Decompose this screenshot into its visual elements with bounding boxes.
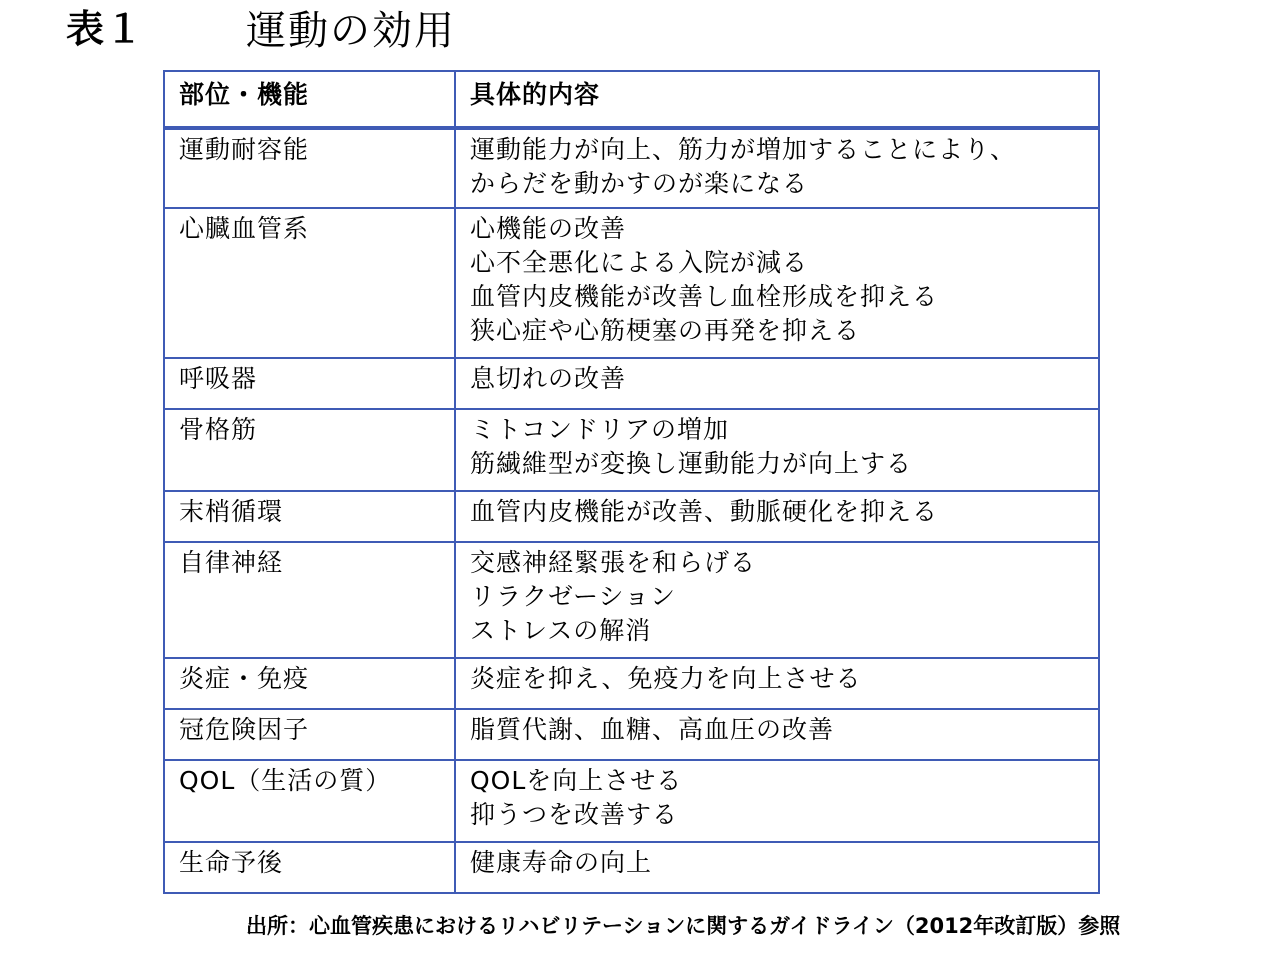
content-line: 健康寿命の向上 (470, 848, 653, 877)
content-line: ミトコンドリアの増加 (470, 415, 730, 444)
row-contents-cell (455, 358, 1099, 409)
content-line: 血管内皮機能が改善し血栓形成を抑える (470, 282, 939, 311)
content-line: リラクゼーション (470, 582, 677, 611)
row-area-cell: 運動耐容能 (164, 128, 455, 208)
row-contents-cell (455, 128, 1099, 208)
row-area-cell: 自律神経 (164, 542, 455, 658)
table-row (164, 409, 1099, 491)
column-header-contents: 具体的内容 (455, 71, 1099, 128)
row-contents-cell (455, 208, 1099, 358)
row-area-cell: 心臓血管系 (164, 208, 455, 358)
row-contents-cell (455, 760, 1099, 842)
content-line: 心不全悪化による入院が減る (470, 248, 809, 277)
table-row (164, 709, 1099, 760)
table-row (164, 658, 1099, 709)
row-area-cell: 冠危険因子 (164, 709, 455, 760)
table-row (164, 491, 1099, 542)
content-line: 抑うつを改善する (470, 800, 679, 829)
content-line: 血管内皮機能が改善、動脈硬化を抑える (470, 497, 939, 526)
row-contents-cell (455, 842, 1099, 893)
content-line: 運動能力が向上、筋力が増加することにより、 (470, 135, 1017, 164)
table-row (164, 208, 1099, 358)
table-row (164, 760, 1099, 842)
row-area-cell: 末梢循環 (164, 491, 455, 542)
exercise-effects-table (163, 70, 1100, 894)
content-line: ストレスの解消 (470, 616, 652, 645)
page-title: 運動の効用 (246, 8, 456, 54)
content-line: 炎症を抑え、免疫力を向上させる (470, 664, 862, 693)
column-header-area: 部位・機能 (164, 71, 455, 128)
table-header-row (164, 71, 1099, 128)
table-row (164, 358, 1099, 409)
row-contents-cell (455, 409, 1099, 491)
content-line: 筋繊維型が変換し運動能力が向上する (470, 449, 913, 478)
row-area-cell: 呼吸器 (164, 358, 455, 409)
row-area-cell: 生命予後 (164, 842, 455, 893)
table-row (164, 842, 1099, 893)
table-label: 表１ (66, 7, 145, 51)
table-row (164, 542, 1099, 658)
content-line: 息切れの改善 (470, 364, 627, 393)
content-line: からだを動かすのが楽になる (470, 169, 809, 198)
row-contents-cell (455, 491, 1099, 542)
table-row (164, 128, 1099, 208)
row-contents-cell (455, 658, 1099, 709)
content-line: 脂質代謝、血糖、高血圧の改善 (470, 715, 835, 744)
row-contents-cell (455, 709, 1099, 760)
content-line: QOLを向上させる (470, 766, 683, 795)
content-line: 狭心症や心筋梗塞の再発を抑える (470, 316, 861, 345)
content-line: 心機能の改善 (470, 214, 627, 243)
row-area-cell: QOL（生活の質） (164, 760, 455, 842)
content-line: 交感神経緊張を和らげる (470, 548, 757, 577)
row-area-cell: 炎症・免疫 (164, 658, 455, 709)
row-contents-cell (455, 542, 1099, 658)
row-area-cell: 骨格筋 (164, 409, 455, 491)
source-note: 出所：心血管疾患におけるリハビリテーションに関するガイドライン（2012年改訂版）参照 (246, 914, 1121, 938)
